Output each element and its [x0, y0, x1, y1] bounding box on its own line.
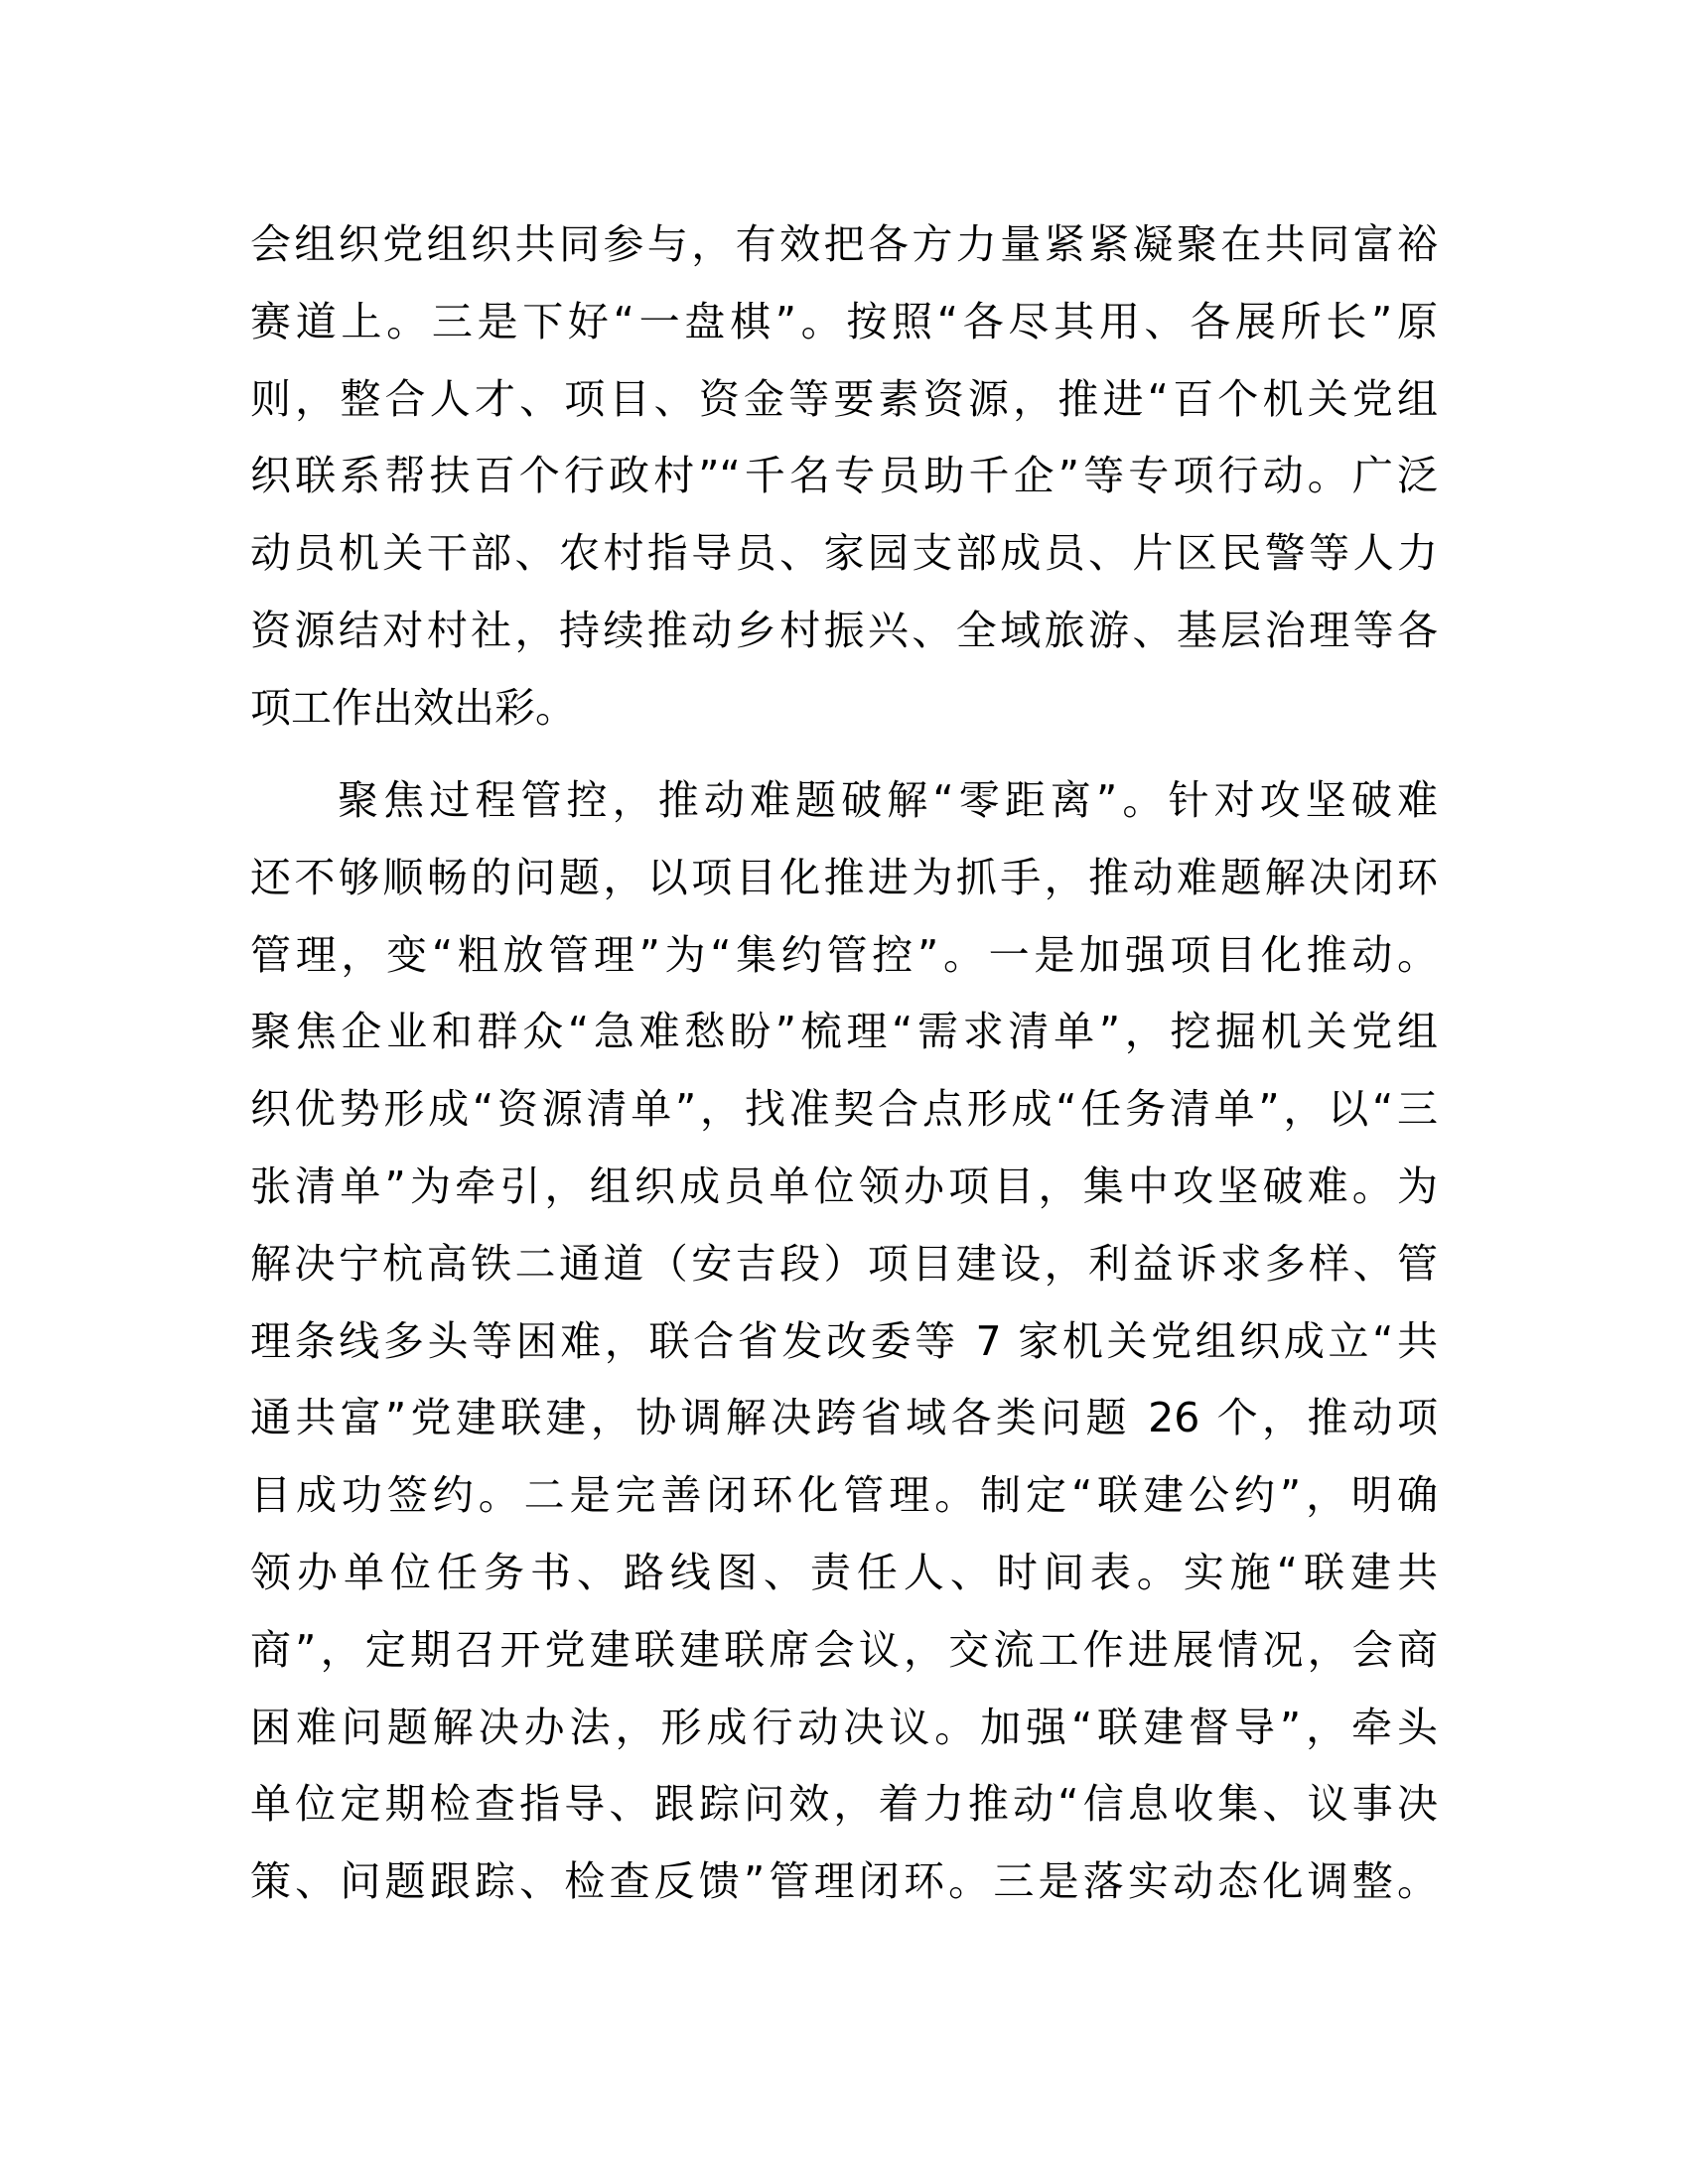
paragraph-1: [250, 206, 1438, 748]
text-line: 通共富”党建联建，协调解决跨省域各类问题 26 个，推动项: [250, 1394, 1438, 1442]
text-line: 解决宁杭高铁二通道（安吉段）项目建设，利益诉求多样、管: [250, 1239, 1438, 1288]
text-line: 动员机关干部、农村指导员、家园支部成员、片区民警等人力: [250, 529, 1438, 578]
paragraph-2: [250, 762, 1438, 1921]
text-line: 聚焦企业和群众“急难愁盼”梳理“需求清单”，挖掘机关党组: [250, 1008, 1438, 1056]
text-line: 管理，变“粗放管理”为“集约管控”。一是加强项目化推动。: [250, 930, 1438, 979]
text-line: 策、问题跟踪、检查反馈”管理闭环。三是落实动态化调整。: [250, 1857, 1438, 1906]
text-line: 会组织党组织共同参与，有效把各方力量紧紧凝聚在共同富裕: [250, 220, 1438, 268]
text-line: 织优势形成“资源清单”，找准契合点形成“任务清单”，以“三: [250, 1085, 1438, 1134]
text-line: 目成功签约。二是完善闭环化管理。制定“联建公约”，明确: [250, 1471, 1438, 1520]
text-line: 赛道上。三是下好“一盘棋”。按照“各尽其用、各展所长”原: [250, 297, 1438, 345]
text-line: 张清单”为牵引，组织成员单位领办项目，集中攻坚破难。为: [250, 1161, 1438, 1210]
text-line: 织联系帮扶百个行政村”“千名专员助千企”等专项行动。广泛: [250, 452, 1438, 500]
text-line: 资源结对村社，持续推动乡村振兴、全域旅游、基层治理等各: [250, 606, 1438, 654]
text-line: 领办单位任务书、路线图、责任人、时间表。实施“联建共: [250, 1548, 1438, 1596]
text-line: 则，整合人才、项目、资金等要素资源，推进“百个机关党组: [250, 374, 1438, 423]
text-line: 还不够顺畅的问题，以项目化推进为抓手，推动难题解决闭环: [250, 853, 1438, 901]
text-line: 单位定期检查指导、跟踪问效，着力推动“信息收集、议事决: [250, 1780, 1438, 1829]
text-line: 困难问题解决办法，形成行动决议。加强“联建督导”，牵头: [250, 1703, 1438, 1751]
text-line: 商”，定期召开党建联建联席会议，交流工作进展情况，会商: [250, 1625, 1438, 1674]
text-line-first: 聚焦过程管控，推动难题破解“零距离”。针对攻坚破难: [338, 776, 1438, 824]
text-line: 理条线多头等困难，联合省发改委等 7 家机关党组织成立“共: [250, 1316, 1438, 1365]
text-line: 项工作出效出彩。: [250, 683, 576, 732]
